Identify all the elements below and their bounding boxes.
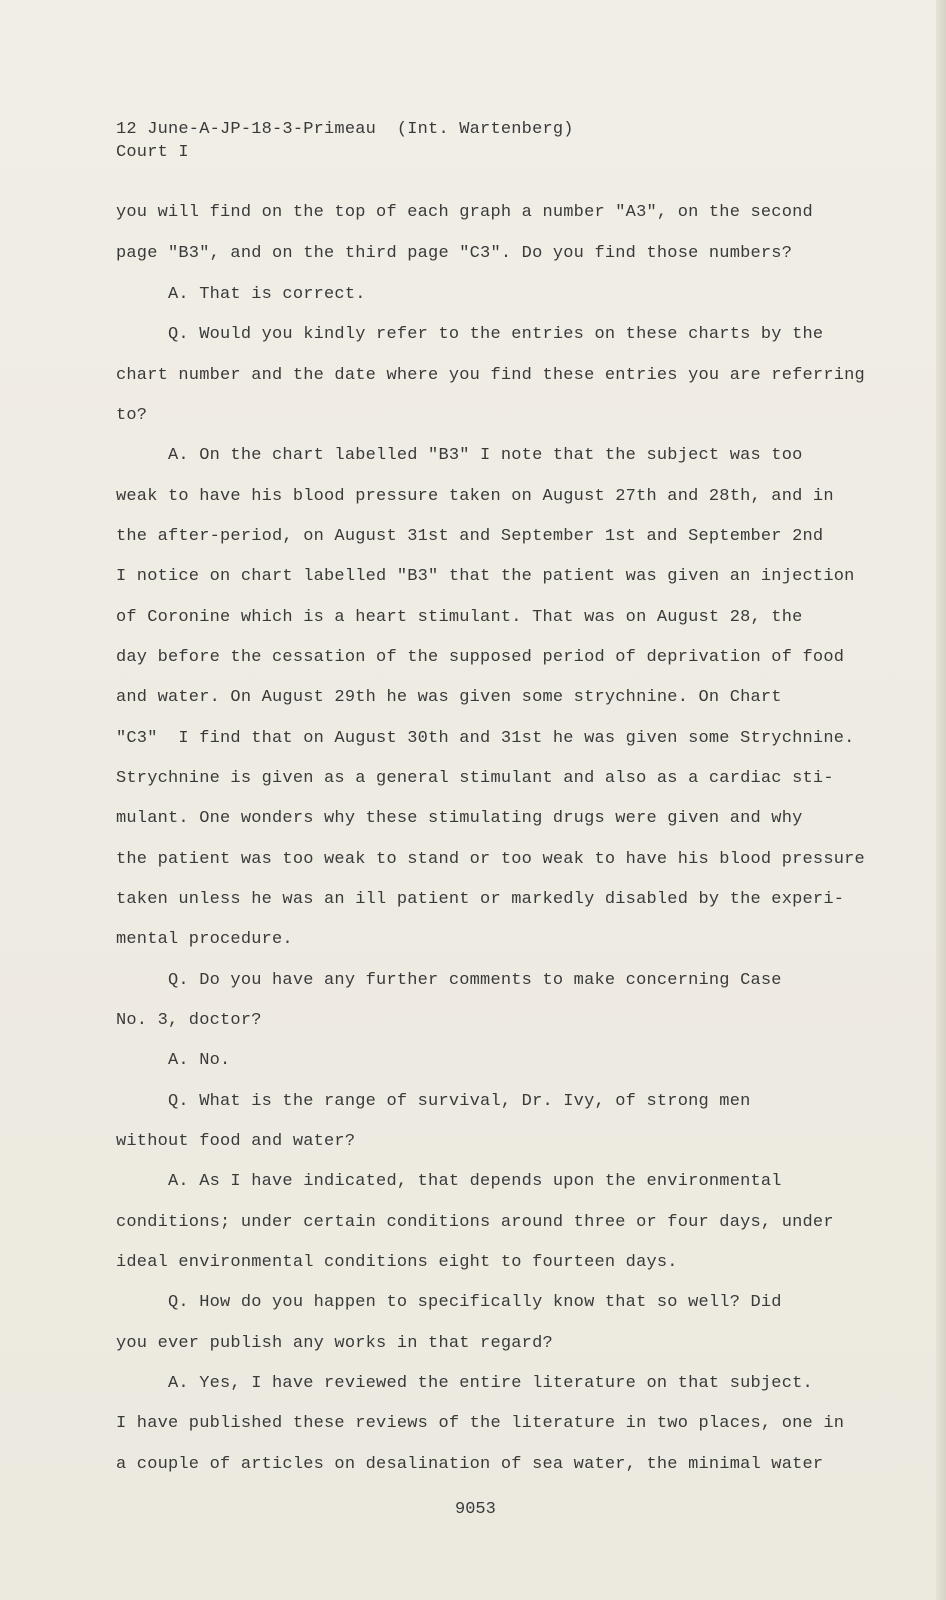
- body-line: A. That is correct.: [116, 285, 366, 304]
- body-line: A. No.: [116, 1051, 231, 1070]
- body-line: you will find on the top of each graph a number "A3", on the second: [116, 203, 813, 222]
- body-line: Q. Would you kindly refer to the entries on these charts by the: [116, 325, 824, 344]
- body-line: mulant. One wonders why these stimulating drugs were given and why: [116, 809, 803, 828]
- body-line: mental procedure.: [116, 930, 293, 949]
- body-line: A. On the chart labelled "B3" I note that the subject was too: [116, 446, 803, 465]
- body-line: ideal environmental conditions eight to fourteen days.: [116, 1253, 678, 1272]
- body-line: day before the cessation of the supposed period of deprivation of food: [116, 648, 845, 667]
- body-line: you ever publish any works in that regard?: [116, 1334, 553, 1353]
- page-number: 9053: [455, 1500, 496, 1519]
- body-line: Q. What is the range of survival, Dr. Ivy, of strong men: [116, 1092, 751, 1111]
- body-line: and water. On August 29th he was given some strychnine. On Chart: [116, 688, 782, 707]
- body-line: page "B3", and on the third page "C3". Do you find those numbers?: [116, 244, 793, 263]
- body-line: Q. Do you have any further comments to make concerning Case: [116, 971, 782, 990]
- body-line: Q. How do you happen to specifically know that so well? Did: [116, 1293, 782, 1312]
- body-line: "C3" I find that on August 30th and 31st he was given some Strychnine.: [116, 729, 855, 748]
- body-line: of Coronine which is a heart stimulant. That was on August 28, the: [116, 608, 803, 627]
- body-line: chart number and the date where you find these entries you are referring: [116, 366, 865, 385]
- page-edge: [936, 0, 946, 1600]
- body-line: conditions; under certain conditions around three or four days, under: [116, 1213, 834, 1232]
- body-line: No. 3, doctor?: [116, 1011, 262, 1030]
- body-line: I have published these reviews of the literature in two places, one in: [116, 1414, 845, 1433]
- body-line: taken unless he was an ill patient or markedly disabled by the experi-: [116, 890, 845, 909]
- body-line: A. Yes, I have reviewed the entire literature on that subject.: [116, 1374, 813, 1393]
- body-line: the after-period, on August 31st and September 1st and September 2nd: [116, 527, 824, 546]
- header-line-2: Court I: [116, 143, 189, 162]
- body-line: weak to have his blood pressure taken on August 27th and 28th, and in: [116, 487, 834, 506]
- body-line: to?: [116, 406, 148, 425]
- body-line: the patient was too weak to stand or too weak to have his blood pressure: [116, 850, 865, 869]
- body-line: without food and water?: [116, 1132, 356, 1151]
- body-line: a couple of articles on desalination of sea water, the minimal water: [116, 1455, 824, 1474]
- body-line: Strychnine is given as a general stimulant and also as a cardiac sti-: [116, 769, 834, 788]
- body-line: A. As I have indicated, that depends upon the environmental: [116, 1172, 782, 1191]
- body-line: I notice on chart labelled "B3" that the patient was given an injection: [116, 567, 855, 586]
- header-line-1: 12 June-A-JP-18-3-Primeau (Int. Wartenberg): [116, 120, 574, 139]
